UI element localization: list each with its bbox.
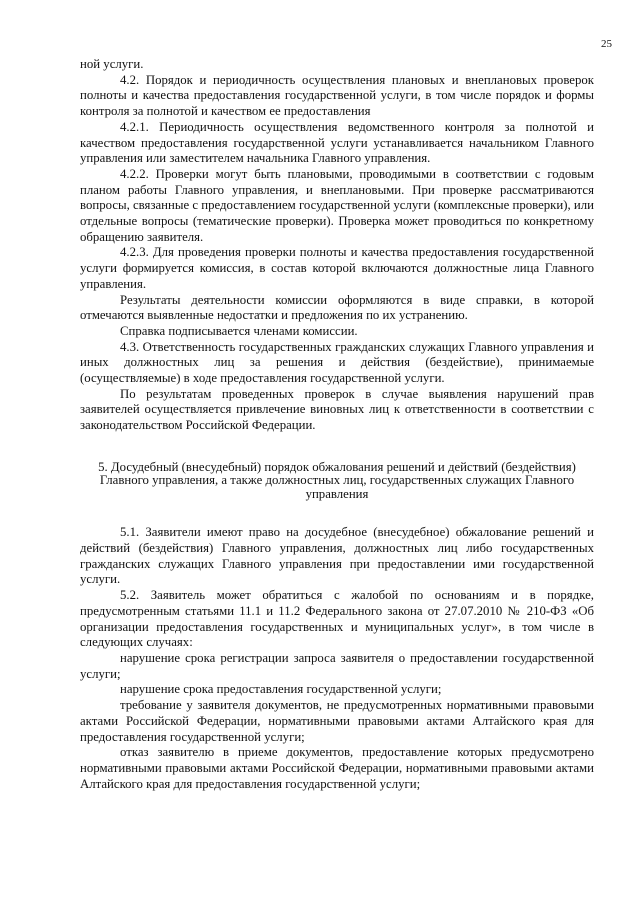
document-body: [80, 57, 594, 792]
paragraph: По результатам проведенных проверок в случае выявления нарушений прав заявителей осуществляется привлечение виновных лиц к ответственности в соответствии с законодательством Российской Федерации.: [80, 386, 594, 433]
section-heading: 5. Досудебный (внесудебный) порядок обжалования решений и действий (бездействия) Главного управления, а также должностных лиц, государственных служащих Главного управления: [98, 459, 576, 501]
paragraph: 5.1. Заявители имеют право на досудебное (внесудебное) обжалование решений и действий (бездействия) Главного управления, должностных лиц либо государственных гражданских служащих Главного управления при предоставлении ими государственной услуги.: [80, 525, 594, 587]
paragraph: нарушение срока регистрации запроса заявителя о предоставлении государственной услуги;: [80, 651, 594, 681]
paragraph: Справка подписывается членами комиссии.: [120, 323, 358, 338]
paragraph: нарушение срока предоставления государственной услуги;: [120, 682, 442, 697]
paragraph: 4.3. Ответственность государственных гражданских служащих Главного управления и иных должностных лиц за решения и действия (бездействие), принимаемые (осуществляемые) в ходе предоставления государственной услуги.: [80, 339, 594, 386]
paragraph: требование у заявителя документов, не предусмотренных нормативными правовыми актами Российской Федерации, нормативными правовыми актами Алтайского края для предоставления государственной услуги;: [80, 698, 594, 744]
paragraph: 4.2.1. Периодичность осуществления ведомственного контроля за полнотой и качеством предоставления государственной услуги устанавливается начальником Главного управления или заместителем начальника Главного управления.: [80, 119, 594, 166]
paragraph: 5.2. Заявитель может обратиться с жалобой по основаниям и в порядке, предусмотренным статьями 11.1 и 11.2 Федерального закона от 27.07.2010 № 210-ФЗ «Об организации предоставления государственных и муниципальных услуг», в том числе в следующих случаях:: [80, 588, 594, 650]
paragraph: 4.2.2. Проверки могут быть плановыми, проводимыми в соответствии с годовым планом работы Главного управления, и внеплановыми. При проверке рассматриваются вопросы, связанные с предоставлением государственной услуги (комплексные проверки), или отдельные вопросы (тематические проверки). Проверка может проводиться по конкретному обращению заявителя.: [80, 166, 594, 244]
paragraph: отказ заявителю в приеме документов, предоставление которых предусмотрено нормативными правовыми актами Российской Федерации, нормативными правовыми актами Алтайского края для предоставления государственной услуги;: [80, 745, 594, 791]
paragraph: ной услуги.: [80, 57, 144, 71]
paragraph: Результаты деятельности комиссии оформляются в виде справки, в которой отмечаются выявленные недостатки и предложения по их устранению.: [80, 292, 594, 323]
paragraph: 4.2.3. Для проведения проверки полноты и качества предоставления государственной услуги формируется комиссия, в состав которой включаются должностные лица Главного управления.: [80, 245, 594, 291]
page-number: 25: [601, 38, 612, 50]
paragraph: 4.2. Порядок и периодичность осуществления плановых и внеплановых проверок полноты и качества предоставления государственной услуги, в том числе порядок и формы контроля за полнотой и качеством ее предоставления: [80, 72, 594, 119]
